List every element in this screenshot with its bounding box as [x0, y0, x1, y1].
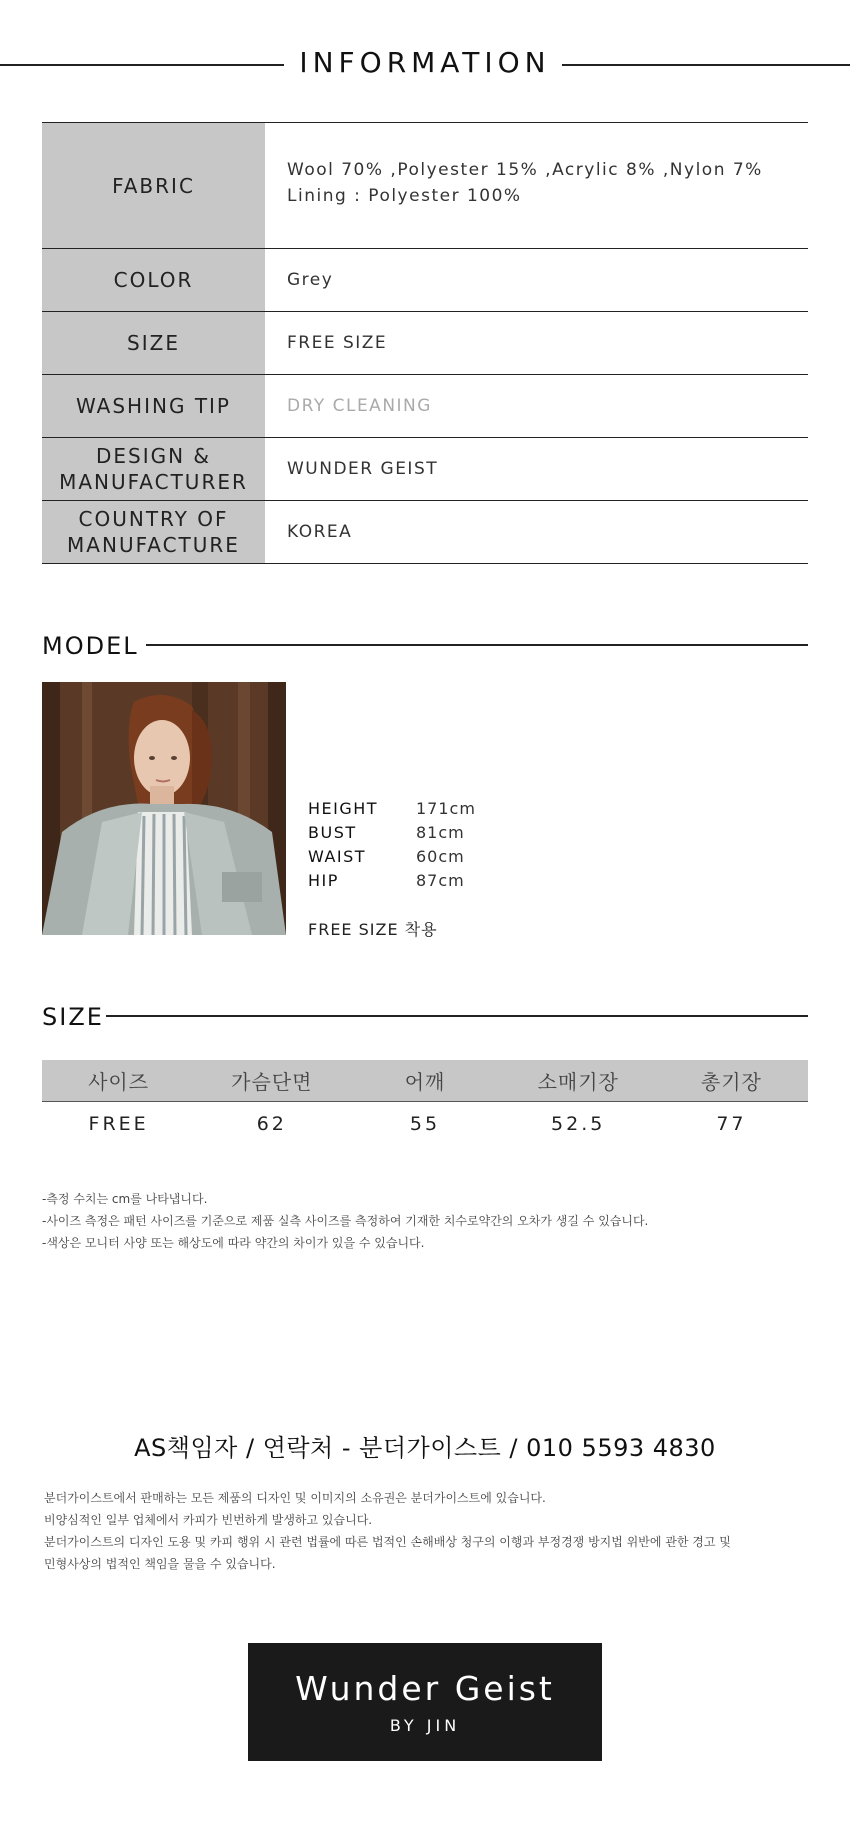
- measurement-row: [308, 796, 476, 820]
- note-line: -측정 수치는 cm를 나타냅니다.: [42, 1192, 208, 1206]
- measurement-value: 81cm: [416, 822, 465, 842]
- legal-line: 민형사상의 법적인 책임을 물을 수 있습니다.: [44, 1557, 276, 1571]
- note-line: -사이즈 측정은 패턴 사이즈를 기준으로 제품 실측 사이즈를 측정하여 기재한 치수로약간의 오차가 생길 수 있습니다.: [42, 1214, 649, 1228]
- copyright-notice: [44, 1487, 814, 1575]
- info-label: WASHING TIP: [42, 375, 265, 437]
- info-label: SIZE: [42, 312, 265, 374]
- measurement-label: HIP: [308, 870, 339, 890]
- size-rule: [106, 1015, 808, 1017]
- size-cell: 62: [256, 1113, 287, 1135]
- logo-wordmark: Wunder Geist: [295, 1669, 555, 1708]
- size-table-header: [42, 1060, 808, 1102]
- info-row-design: [42, 438, 808, 501]
- measurement-value: 60cm: [416, 846, 465, 866]
- measurement-value: 87cm: [416, 870, 465, 890]
- measurement-label: BUST: [308, 822, 357, 842]
- info-row-color: [42, 249, 808, 312]
- note-line: -색상은 모니터 사양 또는 해상도에 따라 약간의 차이가 있을 수 있습니다.: [42, 1236, 425, 1250]
- size-cell: 52.5: [551, 1113, 606, 1135]
- measurement-row: [308, 844, 476, 868]
- size-header-cell: 사이즈: [88, 1070, 150, 1094]
- info-label: FABRIC: [42, 123, 265, 248]
- size-header-cell: 총기장: [700, 1070, 762, 1094]
- size-cell: 55: [409, 1113, 441, 1135]
- info-value: FREE SIZE: [287, 333, 388, 353]
- size-header-cell: 어깨: [404, 1070, 446, 1094]
- info-row-size: [42, 312, 808, 375]
- measurement-row: [308, 820, 476, 844]
- info-row-fabric: [42, 123, 808, 249]
- info-value: WUNDER GEIST: [287, 459, 439, 479]
- model-measurements: [308, 796, 476, 892]
- info-value: DRY CLEANING: [287, 396, 432, 416]
- size-cell: 77: [716, 1113, 747, 1135]
- fabric-composition: Wool 70% ,Polyester 15% ,Acrylic 8% ,Nylon 7%: [287, 160, 763, 180]
- fabric-lining: Lining : Polyester 100%: [287, 186, 522, 206]
- size-header-cell: 가슴단면: [231, 1070, 313, 1094]
- measurement-notes: [42, 1188, 648, 1254]
- brand-logo: [248, 1643, 602, 1761]
- measurement-value: 171cm: [416, 798, 476, 818]
- measurement-label: HEIGHT: [308, 798, 379, 818]
- size-table: [42, 1060, 808, 1146]
- info-label-line1: DESIGN &: [95, 444, 212, 468]
- model-photo: [42, 682, 286, 935]
- information-table: [42, 122, 808, 564]
- info-row-country: [42, 501, 808, 564]
- size-header-cell: 소매기장: [537, 1070, 619, 1094]
- info-label: COLOR: [42, 249, 265, 311]
- legal-line: 분더가이스트에서 판매하는 모든 제품의 디자인 및 이미지의 소유권은 분더가이스트에 있습니다.: [44, 1491, 546, 1505]
- size-table-row: [42, 1102, 808, 1146]
- as-contact: AS책임자 / 연락처 - 분더가이스트 / 010 5593 4830: [134, 1434, 716, 1462]
- info-row-washing: [42, 375, 808, 438]
- size-section-title: SIZE: [42, 1003, 104, 1031]
- model-rule: [146, 644, 808, 646]
- model-section-title: MODEL: [42, 632, 139, 660]
- info-value: KOREA: [287, 522, 353, 542]
- logo-subtitle: BY JIN: [389, 1716, 461, 1735]
- info-value: [265, 123, 808, 248]
- measurement-row: [308, 868, 476, 892]
- legal-line: 비양심적인 일부 업체에서 카피가 빈번하게 발생하고 있습니다.: [44, 1513, 373, 1527]
- info-label-line2: MANUFACTURE: [67, 533, 240, 557]
- info-label: [42, 438, 265, 500]
- info-rule-right: [562, 64, 850, 66]
- model-fit-note: FREE SIZE 착용: [308, 920, 438, 939]
- information-title: INFORMATION: [299, 46, 551, 79]
- info-label: [42, 501, 265, 563]
- info-value: Grey: [287, 270, 334, 290]
- info-label-line1: COUNTRY OF: [78, 507, 229, 531]
- size-cell: FREE: [88, 1113, 149, 1135]
- info-label-line2: MANUFACTURER: [59, 470, 248, 494]
- legal-line: 분더가이스트의 디자인 도용 및 카피 행위 시 관련 법률에 따른 법적인 손해배상 청구의 이행과 부정경쟁 방지법 위반에 관한 경고 및: [44, 1535, 731, 1549]
- measurement-label: WAIST: [308, 846, 367, 866]
